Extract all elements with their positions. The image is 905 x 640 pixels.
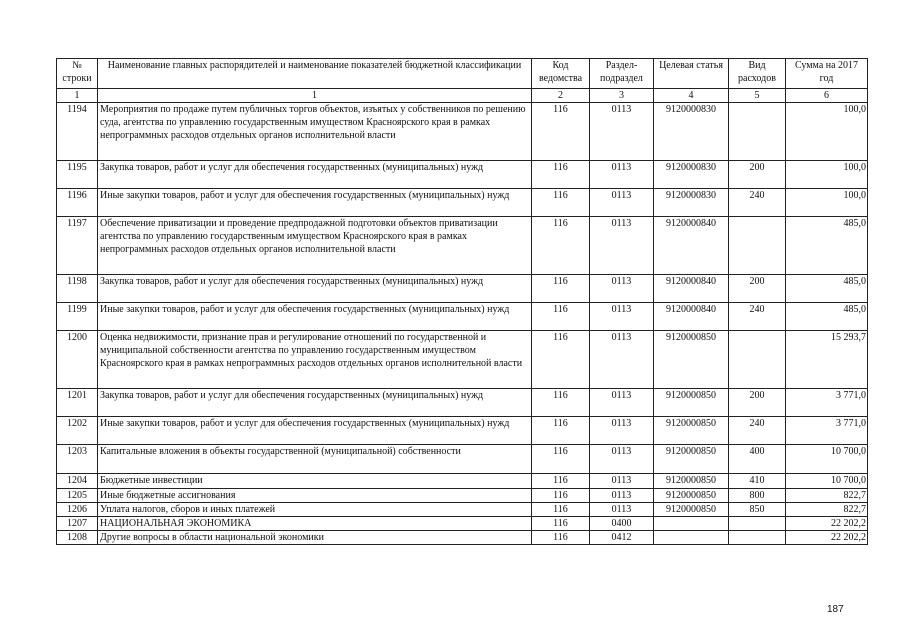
row-section: 0113 — [590, 189, 654, 217]
page-number: 187 — [827, 604, 844, 615]
row-sum: 100,0 — [786, 189, 868, 217]
row-number: 1199 — [57, 303, 98, 331]
row-section: 0113 — [590, 489, 654, 503]
table-row — [57, 489, 868, 503]
row-name: Бюджетные инвестиции — [98, 474, 532, 489]
row-section: 0113 — [590, 303, 654, 331]
row-number: 1198 — [57, 275, 98, 303]
table-row — [57, 417, 868, 445]
row-kind: 200 — [729, 389, 786, 417]
header-section: Раздел-подраздел — [590, 59, 654, 89]
row-section: 0113 — [590, 389, 654, 417]
header-name: Наименование главных распорядителей и наименование показателей бюджетной классификации — [98, 59, 532, 89]
row-section: 0412 — [590, 531, 654, 545]
table-row — [57, 217, 868, 275]
row-target: 9120000850 — [654, 331, 729, 389]
row-code: 116 — [532, 303, 590, 331]
row-target — [654, 531, 729, 545]
row-number: 1194 — [57, 103, 98, 161]
table-row — [57, 517, 868, 531]
row-kind: 410 — [729, 474, 786, 489]
table-row — [57, 445, 868, 474]
header-kind: Вид расходов — [729, 59, 786, 89]
row-section: 0113 — [590, 503, 654, 517]
row-target — [654, 517, 729, 531]
row-section: 0113 — [590, 331, 654, 389]
row-number: 1204 — [57, 474, 98, 489]
row-code: 116 — [532, 489, 590, 503]
row-sum: 100,0 — [786, 103, 868, 161]
row-sum: 22 202,2 — [786, 517, 868, 531]
header-code: Код ведомства — [532, 59, 590, 89]
colnum-2: 1 — [98, 89, 532, 103]
row-name: Закупка товаров, работ и услуг для обеспечения государственных (муниципальных) нужд — [98, 161, 532, 189]
colnum-4: 3 — [590, 89, 654, 103]
table-row — [57, 331, 868, 389]
row-section: 0113 — [590, 275, 654, 303]
row-number: 1207 — [57, 517, 98, 531]
row-target: 9120000850 — [654, 389, 729, 417]
row-name: Закупка товаров, работ и услуг для обеспечения государственных (муниципальных) нужд — [98, 275, 532, 303]
table-row — [57, 503, 868, 517]
row-number: 1206 — [57, 503, 98, 517]
row-name: Мероприятия по продаже путем публичных торгов объектов, изъятых у собственников по решению суда, агентства по управлению государственным имуществом Красноярского края в рамках непрограммных расходов отдельных органов исполнительной власти — [98, 103, 532, 161]
row-code: 116 — [532, 445, 590, 474]
row-code: 116 — [532, 103, 590, 161]
header-num: № строки — [57, 59, 98, 89]
row-kind: 400 — [729, 445, 786, 474]
row-number: 1201 — [57, 389, 98, 417]
row-target: 9120000850 — [654, 489, 729, 503]
row-code: 116 — [532, 531, 590, 545]
row-code: 116 — [532, 331, 590, 389]
row-number: 1208 — [57, 531, 98, 545]
table-row — [57, 303, 868, 331]
row-sum: 10 700,0 — [786, 445, 868, 474]
row-kind — [729, 217, 786, 275]
row-section: 0400 — [590, 517, 654, 531]
row-sum: 485,0 — [786, 217, 868, 275]
row-number: 1205 — [57, 489, 98, 503]
row-name: Иные закупки товаров, работ и услуг для обеспечения государственных (муниципальных) нужд — [98, 303, 532, 331]
row-number: 1196 — [57, 189, 98, 217]
colnum-3: 2 — [532, 89, 590, 103]
row-sum: 3 771,0 — [786, 417, 868, 445]
row-section: 0113 — [590, 103, 654, 161]
row-kind: 800 — [729, 489, 786, 503]
row-sum: 822,7 — [786, 489, 868, 503]
row-name: Капитальные вложения в объекты государственной (муниципальной) собственности — [98, 445, 532, 474]
budget-table — [56, 58, 868, 545]
row-name: Оценка недвижимости, признание прав и регулирование отношений по государственной и муниципальной собственности агентства по управлению государственным имуществом Красноярского края в рамках непрограммных расходов отдельных органов исполнительной власти — [98, 331, 532, 389]
row-code: 116 — [532, 474, 590, 489]
colnum-5: 4 — [654, 89, 729, 103]
row-code: 116 — [532, 161, 590, 189]
row-name: Уплата налогов, сборов и иных платежей — [98, 503, 532, 517]
table-row — [57, 474, 868, 489]
colnum-1: 1 — [57, 89, 98, 103]
table-row — [57, 189, 868, 217]
header-sum: Сумма на 2017 год — [786, 59, 868, 89]
row-target: 9120000840 — [654, 303, 729, 331]
row-sum: 822,7 — [786, 503, 868, 517]
row-sum: 485,0 — [786, 275, 868, 303]
row-section: 0113 — [590, 161, 654, 189]
row-code: 116 — [532, 275, 590, 303]
row-target: 9120000840 — [654, 217, 729, 275]
table-row — [57, 275, 868, 303]
header-target: Целевая статья — [654, 59, 729, 89]
row-target: 9120000850 — [654, 503, 729, 517]
row-name: Другие вопросы в области национальной экономики — [98, 531, 532, 545]
row-code: 116 — [532, 217, 590, 275]
table-row — [57, 531, 868, 545]
row-name: Иные закупки товаров, работ и услуг для обеспечения государственных (муниципальных) нужд — [98, 189, 532, 217]
row-section: 0113 — [590, 474, 654, 489]
row-number: 1203 — [57, 445, 98, 474]
row-number: 1200 — [57, 331, 98, 389]
row-name: Иные закупки товаров, работ и услуг для обеспечения государственных (муниципальных) нужд — [98, 417, 532, 445]
row-target: 9120000850 — [654, 474, 729, 489]
row-sum: 22 202,2 — [786, 531, 868, 545]
row-target: 9120000850 — [654, 445, 729, 474]
row-target: 9120000830 — [654, 103, 729, 161]
row-kind: 850 — [729, 503, 786, 517]
row-target: 9120000830 — [654, 189, 729, 217]
row-sum: 15 293,7 — [786, 331, 868, 389]
row-sum: 10 700,0 — [786, 474, 868, 489]
column-numbers-row — [57, 89, 868, 103]
row-sum: 485,0 — [786, 303, 868, 331]
table-header-row — [57, 59, 868, 89]
row-code: 116 — [532, 389, 590, 417]
row-kind: 200 — [729, 161, 786, 189]
colnum-6: 5 — [729, 89, 786, 103]
table-row — [57, 103, 868, 161]
row-code: 116 — [532, 503, 590, 517]
row-section: 0113 — [590, 417, 654, 445]
row-number: 1202 — [57, 417, 98, 445]
table-row — [57, 389, 868, 417]
row-name: Обеспечение приватизации и проведение предпродажной подготовки объектов приватизации агентства по управлению государственным имуществом Красноярского края в рамках непрограммных расходов отдельных органов исполнительной власти — [98, 217, 532, 275]
row-code: 116 — [532, 517, 590, 531]
row-section: 0113 — [590, 217, 654, 275]
row-kind — [729, 531, 786, 545]
row-sum: 100,0 — [786, 161, 868, 189]
row-code: 116 — [532, 189, 590, 217]
table-row — [57, 161, 868, 189]
row-target: 9120000830 — [654, 161, 729, 189]
row-code: 116 — [532, 417, 590, 445]
row-kind: 240 — [729, 303, 786, 331]
row-number: 1197 — [57, 217, 98, 275]
row-name: НАЦИОНАЛЬНАЯ ЭКОНОМИКА — [98, 517, 532, 531]
row-kind: 240 — [729, 189, 786, 217]
row-kind: 240 — [729, 417, 786, 445]
row-number: 1195 — [57, 161, 98, 189]
row-kind — [729, 103, 786, 161]
colnum-7: 6 — [786, 89, 868, 103]
row-target: 9120000840 — [654, 275, 729, 303]
row-name: Иные бюджетные ассигнования — [98, 489, 532, 503]
row-kind — [729, 331, 786, 389]
row-section: 0113 — [590, 445, 654, 474]
row-sum: 3 771,0 — [786, 389, 868, 417]
row-target: 9120000850 — [654, 417, 729, 445]
budget-table-sheet — [56, 58, 868, 545]
row-kind — [729, 517, 786, 531]
row-name: Закупка товаров, работ и услуг для обеспечения государственных (муниципальных) нужд — [98, 389, 532, 417]
row-kind: 200 — [729, 275, 786, 303]
